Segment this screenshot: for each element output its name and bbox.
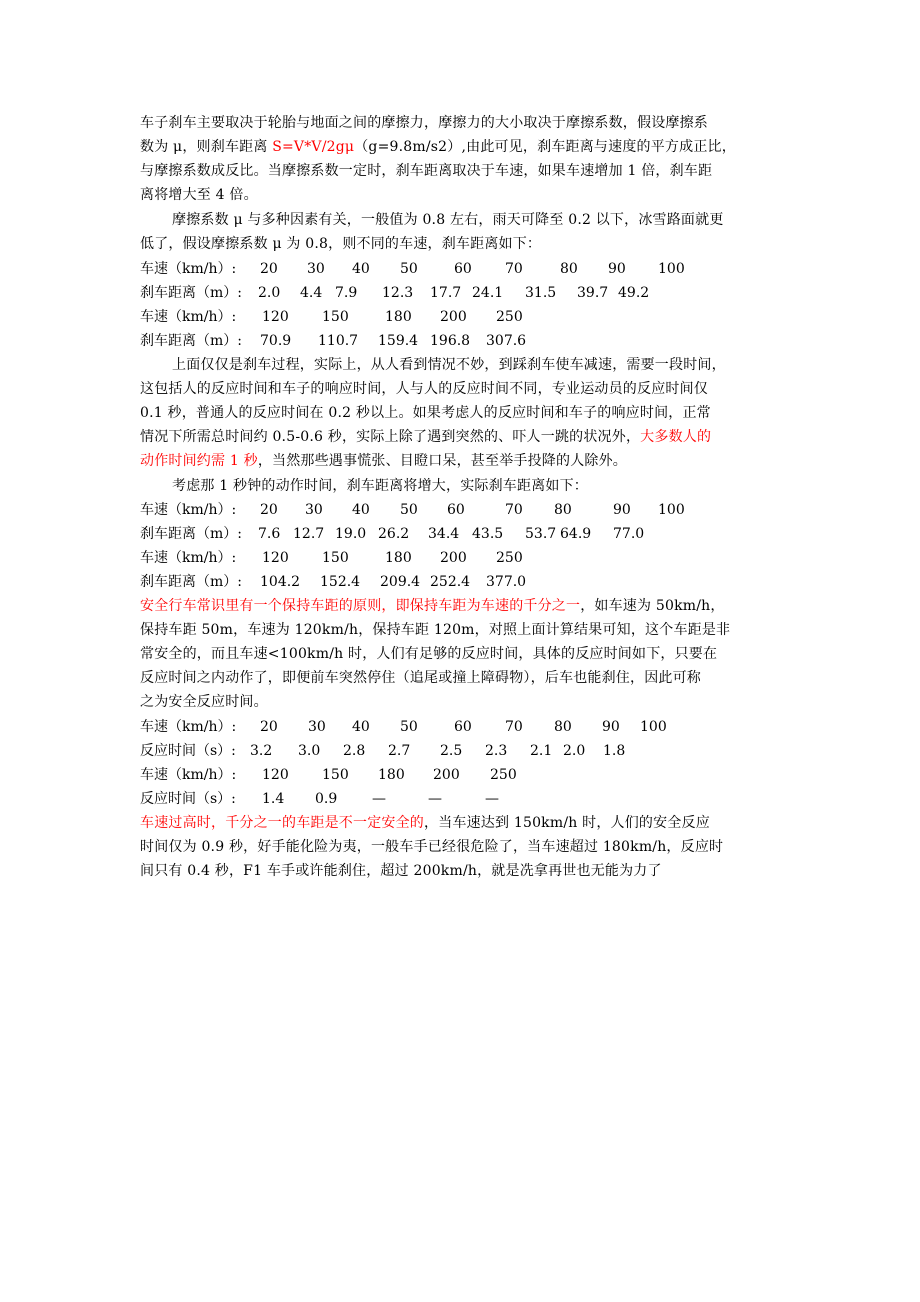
row-label: 反应时间（s）: <box>140 743 236 759</box>
p3-line5-post: ，当然那些遇事慌张、目瞪口呆，甚至举手投降的人除外。 <box>257 453 628 469</box>
cell: 2.3 <box>485 743 508 759</box>
cell: 120 <box>262 309 289 325</box>
p4-line1: 考虑那 1 秒钟的动作时间，刹车距离将增大，实际刹车距离如下： <box>172 478 589 494</box>
row-label: 刹车距离（m）: <box>140 574 242 590</box>
p1-line2-post: （g=9.8m/s2）,由此可见，刹车距离与速度的平方成正比， <box>354 139 736 155</box>
row-label: 刹车距离（m）: <box>140 333 242 349</box>
cell: 26.2 <box>378 526 410 542</box>
cell: 250 <box>490 767 517 783</box>
cell: 19.0 <box>335 526 367 542</box>
cell: 100 <box>658 261 685 277</box>
cell: 307.6 <box>486 333 527 349</box>
cell: — <box>372 791 386 807</box>
cell: 80 <box>560 261 578 277</box>
cell: 1.8 <box>603 743 626 759</box>
cell: 70.9 <box>260 333 292 349</box>
cell: 40 <box>352 261 370 277</box>
cell: 152.4 <box>320 574 361 590</box>
cell: — <box>428 791 442 807</box>
p5-line4: 反应时间之内动作了，即便前车突然停住（追尾或撞上障碍物），后车也能刹住，因此可称 <box>140 670 701 686</box>
row-label: 刹车距离（m）: <box>140 285 242 301</box>
cell: 150 <box>322 767 349 783</box>
cell: 200 <box>440 550 467 566</box>
cell: 100 <box>640 719 667 735</box>
cell: 120 <box>262 767 289 783</box>
p5-line5: 之为安全反应时间。 <box>140 694 268 710</box>
cell: 252.4 <box>430 574 471 590</box>
cell: 7.6 <box>258 526 281 542</box>
row-label: 反应时间（s）: <box>140 791 236 807</box>
cell: 110.7 <box>318 333 359 349</box>
cell: 70 <box>505 502 523 518</box>
cell: 2.1 <box>530 743 553 759</box>
cell: 120 <box>262 550 289 566</box>
row-label: 刹车距离（m）: <box>140 526 242 542</box>
p3-highlight-end: 动作时间约需 1 秒 <box>140 453 258 469</box>
row-label: 车速（km/h）: <box>140 261 237 277</box>
cell: 104.2 <box>260 574 301 590</box>
p1-line2 <box>140 135 736 159</box>
cell: 180 <box>378 767 405 783</box>
cell: 60 <box>454 261 472 277</box>
cell: 4.4 <box>300 285 323 301</box>
cell: 90 <box>602 719 620 735</box>
p2-line1: 摩擦系数 μ 与多种因素有关，一般值为 0.8 左右，雨天可降至 0.2 以下，冰雪路面就更 <box>172 212 724 228</box>
p6-line1-post: ，当车速达到 150km/h 时，人们的安全反应 <box>424 815 710 831</box>
cell: 31.5 <box>525 285 557 301</box>
cell: 2.0 <box>563 743 586 759</box>
p5-line1-post: ，如车速为 50km/h， <box>580 598 725 614</box>
cell: 39.7 <box>577 285 609 301</box>
cell: 12.7 <box>293 526 325 542</box>
cell: 50 <box>400 261 418 277</box>
cell: 90 <box>608 261 626 277</box>
p1-line2-pre: 数为 μ，则刹车距离 <box>140 139 273 155</box>
cell: 40 <box>352 719 370 735</box>
cell: 2.7 <box>388 743 411 759</box>
cell: 200 <box>433 767 460 783</box>
cell: 209.4 <box>380 574 421 590</box>
p5-line3: 常安全的，而且车速<100km/h 时，人们有足够的反应时间，具体的反应时间如下，只要在 <box>140 646 718 662</box>
cell: 150 <box>322 550 349 566</box>
p6-line1 <box>140 811 710 835</box>
cell: 34.4 <box>428 526 460 542</box>
cell: 12.3 <box>382 285 414 301</box>
braking-formula: S=V*V/2gμ <box>272 139 355 155</box>
cell: 100 <box>658 502 685 518</box>
row-label: 车速（km/h）: <box>140 719 237 735</box>
cell: 30 <box>308 719 326 735</box>
cell: 60 <box>447 502 465 518</box>
cell: 2.0 <box>258 285 281 301</box>
cell: 20 <box>260 719 278 735</box>
cell: 150 <box>322 309 349 325</box>
p1-line1: 车子刹车主要取决于轮胎与地面之间的摩擦力，摩擦力的大小取决于摩擦系数，假设摩擦系 <box>140 115 708 131</box>
cell: 50 <box>400 502 418 518</box>
cell: 24.1 <box>472 285 504 301</box>
cell: 180 <box>385 309 412 325</box>
p5-line1 <box>140 594 725 618</box>
cell: 53.7 <box>525 526 557 542</box>
high-speed-warning: 车速过高时，千分之一的车距是不一定安全的 <box>140 815 424 831</box>
row-label: 车速（km/h）: <box>140 767 237 783</box>
p3-line1: 上面仅仅是刹车过程，实际上，从人看到情况不妙，到踩刹车使车减速，需要一段时间， <box>172 357 726 373</box>
p5-line2: 保持车距 50m，车速为 120km/h，保持车距 120m，对照上面计算结果可知，这个车距是非 <box>140 622 731 638</box>
p2-line2: 低了，假设摩擦系数 μ 为 0.8，则不同的车速，刹车距离如下： <box>140 236 542 252</box>
cell: 250 <box>496 309 523 325</box>
cell: 77.0 <box>613 526 645 542</box>
p1-line3: 与摩擦系数成反比。当摩擦系数一定时，刹车距离取决于车速，如果车速增加 1 倍，刹车距 <box>140 163 713 179</box>
row-label: 车速（km/h）: <box>140 309 237 325</box>
p3-highlight-start: 大多数人的 <box>640 429 712 445</box>
p6-line2: 时间仅为 0.9 秒，好手能化险为夷，一般车手已经很危险了，当车速超过 180km/h，反应时 <box>140 839 724 855</box>
cell: 30 <box>305 502 323 518</box>
cell: 196.8 <box>430 333 471 349</box>
cell: 49.2 <box>618 285 650 301</box>
p3-line2: 这包括人的反应时间和车子的响应时间，人与人的反应时间不同，专业运动员的反应时间仅 <box>140 381 708 397</box>
row-label: 车速（km/h）: <box>140 502 237 518</box>
cell: 20 <box>260 502 278 518</box>
cell: 70 <box>505 261 523 277</box>
cell: 60 <box>454 719 472 735</box>
p3-line5 <box>140 449 627 473</box>
p6-line3: 间只有 0.4 秒，F1 车手或许能刹住，超过 200km/h，就是冼拿再世也无能为力了 <box>140 863 662 879</box>
cell: 64.9 <box>560 526 592 542</box>
cell: 80 <box>554 719 572 735</box>
cell: 43.5 <box>472 526 504 542</box>
cell: 40 <box>352 502 370 518</box>
cell: 20 <box>260 261 278 277</box>
cell: 3.2 <box>250 743 273 759</box>
safe-distance-rule: 安全行车常识里有一个保持车距的原则，即保持车距为车速的千分之一 <box>140 598 581 614</box>
row-label: 车速（km/h）: <box>140 550 237 566</box>
cell: 30 <box>307 261 325 277</box>
cell: 180 <box>385 550 412 566</box>
cell: 250 <box>496 550 523 566</box>
cell: 0.9 <box>315 791 338 807</box>
cell: 7.9 <box>335 285 358 301</box>
p3-line3: 0.1 秒，普通人的反应时间在 0.2 秒以上。如果考虑人的反应时间和车子的响应时间，正常 <box>140 405 711 421</box>
cell: 200 <box>440 309 467 325</box>
cell: 3.0 <box>298 743 321 759</box>
cell: 2.5 <box>440 743 463 759</box>
cell: 70 <box>505 719 523 735</box>
p3-line4-pre: 情况下所需总时间约 0.5-0.6 秒，实际上除了遇到突然的、吓人一跳的状况外， <box>140 429 641 445</box>
p3-line4 <box>140 425 711 449</box>
p1-line4: 离将增大至 4 倍。 <box>140 187 258 203</box>
cell: 1.4 <box>262 791 285 807</box>
cell: 159.4 <box>378 333 419 349</box>
cell: 2.8 <box>343 743 366 759</box>
cell: 80 <box>554 502 572 518</box>
cell: 17.7 <box>430 285 462 301</box>
cell: — <box>485 791 499 807</box>
cell: 50 <box>400 719 418 735</box>
cell: 90 <box>613 502 631 518</box>
cell: 377.0 <box>486 574 527 590</box>
